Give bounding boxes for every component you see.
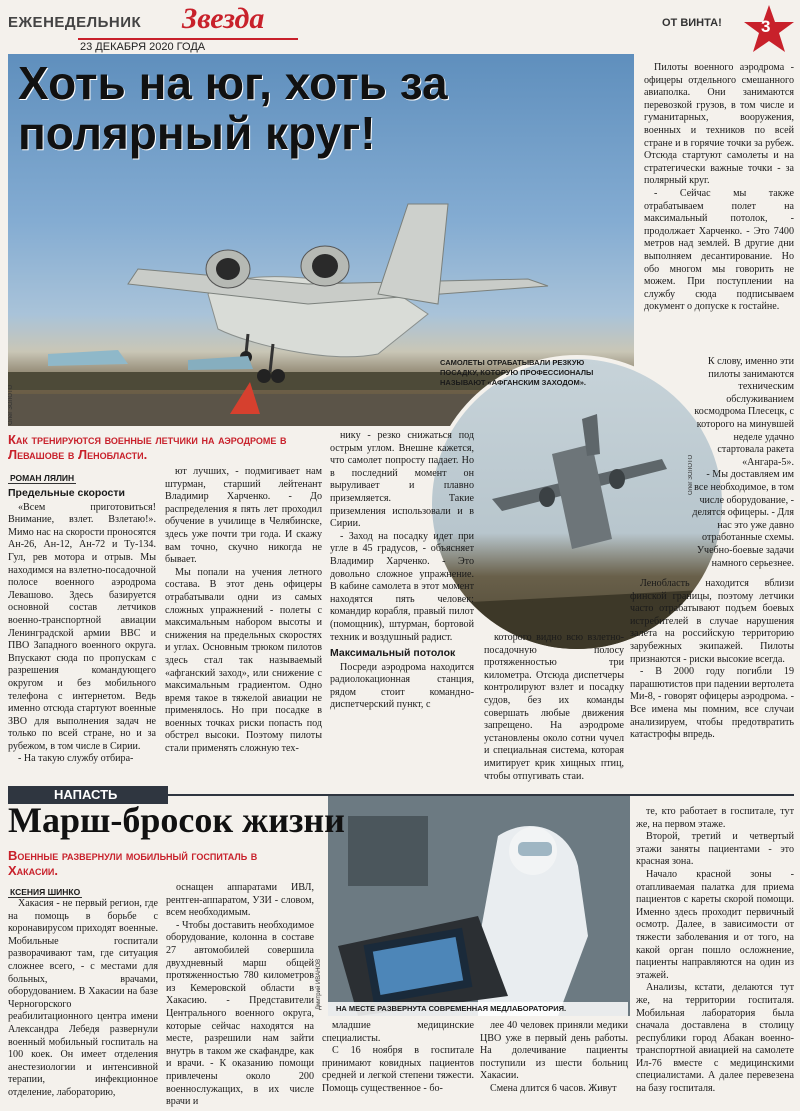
article1-col1 (8, 484, 156, 784)
article1-col3 (330, 430, 474, 784)
photo2-credit: Олег ЗОЛОТО (688, 454, 694, 495)
article1-right-col-bottom (630, 578, 794, 784)
article2-col2 (166, 882, 314, 1108)
right-text-b: - Сейчас мы также отрабатываем полет на максимальный потолок, - продолжает Харченко. - Это 7400 метров над землей. В другие дни выполняем десантирование. Но обо многом мы говорить не можем. При поступлении на службу сюда подписываем документ о допуске к гостайне. (644, 187, 794, 313)
article1-right-col-mid (690, 356, 794, 576)
article2-subhead: Военные развернули мобильный госпиталь в Хакасии. (8, 848, 258, 878)
masthead-rule (78, 38, 298, 40)
author-name: РОМАН ЛЯЛИН (10, 473, 75, 483)
article1-col2 (165, 466, 322, 784)
right-text-a: Пилоты военного аэродрома - офицеры отдельного смешанного авиаполка. Они занимаются перевозкой грузов, в том числе и гуманитарных, вооружения, военных и техников по всей стране и в горячие точки за рубеж. Отсюда стартуют самолеты и на стратегически важные точки - за полярный круг. (644, 62, 794, 187)
col2-text-a: ют лучших, - подмигивает нам штурман, старший лейтенант Владимир Харченко. - До распределения я пять лет проходил обучение в училище в Челябинске, здесь уже почти три года. И скажу вам точно, скучно никогда не бывает. (165, 466, 322, 566)
author2-name: КСЕНИЯ ШИНКО (10, 887, 81, 897)
article2-col1 (8, 898, 158, 1108)
a2-col5-text-a: те, кто работает в госпитале, тут же, на первом этаже. (636, 806, 794, 830)
article2-col4 (480, 1020, 628, 1108)
article1-right-col-top (644, 62, 794, 354)
right-text-d: - Мы доставляем им все необходимое, в том числе оборудование, - делятся офицеры. - Для нас это уже давно отработанные схемы. Учебно-боевые задачи намного серьезнее. (692, 469, 794, 569)
article1-col4 (484, 632, 624, 784)
a2-col1-text: Хакасия - не первый регион, где на помощь в борьбе с коронавирусом приходят военные. Мобильные госпитали разворачивают там, где ситуация сложнее всего, - с местами для больных, врачами, оборудованием. В Хакасии на базе Черногорского реабилитационного центра имени Александра Лебедя развернули военный мобильный госпиталь на 100 коек. Он имеет отделения анестезиологии и интенсивной терапии, инфекционное отделение, лабораторию, (8, 898, 158, 1098)
article2-col5 (636, 806, 794, 1108)
col4-text: которого видно всю взлетно-посадочную полосу протяженностью три километра. Отсюда диспетчеры контролируют взлет и посадку судов, без их команды совершать любые движения запрещено. На аэродроме установлены около сотни чучел и специальная система, которая имитирует крик хищных птиц, чтобы отпугивать стаи. (484, 632, 624, 782)
masthead (0, 0, 800, 56)
lab-photo-credit: Дмитрий ИВАНОВ (316, 958, 322, 1010)
page-number: 3 (761, 17, 771, 36)
article2-headline: Марш-бросок жизни (8, 800, 345, 840)
right-text-f: - В 2000 году погибли 19 парашютистов при падении вертолета Ми-8, - говорят офицеры аэродрома. - Все имена мы помним, все случаи анализируем, чтобы предотвратить катастрофы впредь. (630, 666, 794, 741)
section-title: ОТ ВИНТА! (662, 17, 722, 29)
col3-text-c: Посреди аэродрома находится радиолокационная станция, рядом стоит командно-диспетчерский пункт, с (330, 661, 474, 711)
col3-text-a: нику - резко снижаться под острым углом. Внешне кажется, что самолет попросту падает. Но в последний момент он выруливает и плавно приземляется. Такие приземления использовали и в Сирии. (330, 430, 474, 530)
article2-tag: НАПАСТЬ (8, 786, 168, 804)
masthead-logo: Звезда (182, 2, 265, 35)
col1-tail: - На такую службу отбира- (18, 753, 134, 765)
lab-worker-illustration (328, 796, 630, 1016)
right-text-c: К слову, именно эти пилоты занимаются техническим обслуживанием космодрома Плесецк, с которого на минувшей неделе удачно стартовала ракета «Ангара-5». (694, 356, 794, 468)
right-text-e: Ленобласть находится вблизи финской границы, поэтому летчики часто отрабатывают подъем боевых истребителей в случае нарушения залета на российскую территорию зарубежных экипажей. Пилоты признаются - риски высокие всегда. (630, 578, 794, 665)
a2-col5-text-b: Второй, третий и четвертый этажи заняты пациентами - это красная зона. (636, 831, 794, 868)
col1-text: «Всем приготовиться! Внимание, взлет. Взлетаю!». Мимо нас на скорости проносятся Ан-26, Ан-12, Ан-72 и Ту-134. Гул, рев мотора и отрыв. Мы находимся на взлетно-посадочной полосе военного аэродрома Левашово. Здесь базируется основной состав летчиков военно-транспортной авиации Ленинградской армии ВВС и ПВО Западного военного округа. Впускают сюда по пропускам с разрешения командующего округом и без мобильного телефона с интернетом. Ведь именно отсюда стартуют военные ЗВО для выполнения задач не только по всей стране, но и за рубежом, в том числе в Сирии. (8, 501, 156, 752)
a2-col5-text-c: Начало красной зоны - отапливаемая палатка для приема пациентов с кареты скорой помощи. Именно здесь проходит первичный осмотр. Далее, в зависимости от тяжести заболевания и от того, на какой орган пошло осложнение, пациенты направляются на один из этажей. (636, 868, 794, 981)
a2-col4-text-b: Смена длится 6 часов. Живут (490, 1082, 617, 1094)
a2-col3-text-b: С 16 ноября в госпитале принимают ковидных пациентов средней и легкой степени тяжести. Помощь существенное - бо- (322, 1045, 474, 1094)
lab-photo-caption: НА МЕСТЕ РАЗВЕРНУТА СОВРЕМЕННАЯ МЕДЛАБОРАТОРИЯ. (328, 1002, 628, 1016)
a2-col5-text-d: Анализы, кстати, делаются тут же, на территории госпиталя. Мобильная лаборатория была сначала доставлена в столицу республики город Абакан военно-транспортной авиацией на самолете Ил-76 вместе с медицинскими специалистами. А далее перевезена на базу госпиталя. (636, 982, 794, 1095)
a2-col4-text-a: лее 40 человек приняли медики ЦВО уже в первый день работы. На долечивание пациенты поступили из шести больниц Хакасии. (480, 1020, 628, 1082)
article2-col3 (322, 1020, 474, 1108)
masthead-date: 23 ДЕКАБРЯ 2020 ГОДА (80, 41, 206, 53)
masthead-weekly: ЕЖЕНЕДЕЛЬНИК (8, 14, 142, 31)
a2-col3-text-a: младшие медицинские специалисты. (322, 1020, 474, 1044)
article1-subhead: Как тренируются военные летчики на аэродроме в Левашове в Ленобласти. (8, 432, 287, 462)
col2-text-b: Мы попали на учения летного состава. В этот день офицеры отрабатывали одни из самых сложных упражнений - полеты с максимальным набором высоты и снижения на предельных скоростях и углах. Основным трюком пилотов здесь стал так называемый «афганский заход», или снижение с максимальным градиентом. Одно время такое в тяжелой авиации не применялось. Но при посадке в военных точках риски попасть под обстрел высоки. Поэтому пилоты стали применять сложную тех- (165, 566, 322, 755)
lab-photo (328, 796, 630, 1016)
a2-col2-text-a: оснащен аппаратами ИВЛ, рентген-аппаратом, УЗИ - словом, всем необходимым. (166, 882, 314, 919)
col3-heading: Максимальный потолок (330, 647, 456, 660)
photo2-caption: САМОЛЕТЫ ОТРАБАТЫВАЛИ РЕЗКУЮ ПОСАДКУ, КОТОРУЮ ПРОФЕССИОНАЛЫ НАЗЫВАЮТ «АФГАНСКИМ ЗАХОДОМ». (440, 358, 594, 387)
a2-col2-text-b: - Чтобы доставить необходимое оборудование, колонна в составе 27 автомобилей совершила двухдневный марш общей протяженностью 780 километров из Кемеровской области в Хакасию. - Представители Центрального военного округа, которые сейчас находятся на месте, разрешили нам зайти внутрь в таком же скафандре, как и врачи. - К оказанию помощи привлечены около 200 военнослужащих, в их числе врачи и (166, 919, 314, 1108)
col3-text-b: - Заход на посадку идет при угле в 45 градусов, - объясняет Владимир Харченко. - Это довольно сложное упражнение. В кабине самолета в этот момент находятся пять человек: командир корабля, правый пилот (помощник), штурман, бортовой техник и воздушный радист. (330, 530, 474, 643)
article1-headline: Хоть на юг, хоть за полярный круг! (18, 57, 448, 159)
photo1-credit: Олег ЗОЛОТО (8, 384, 14, 425)
col1-heading: Предельные скорости (8, 487, 125, 499)
